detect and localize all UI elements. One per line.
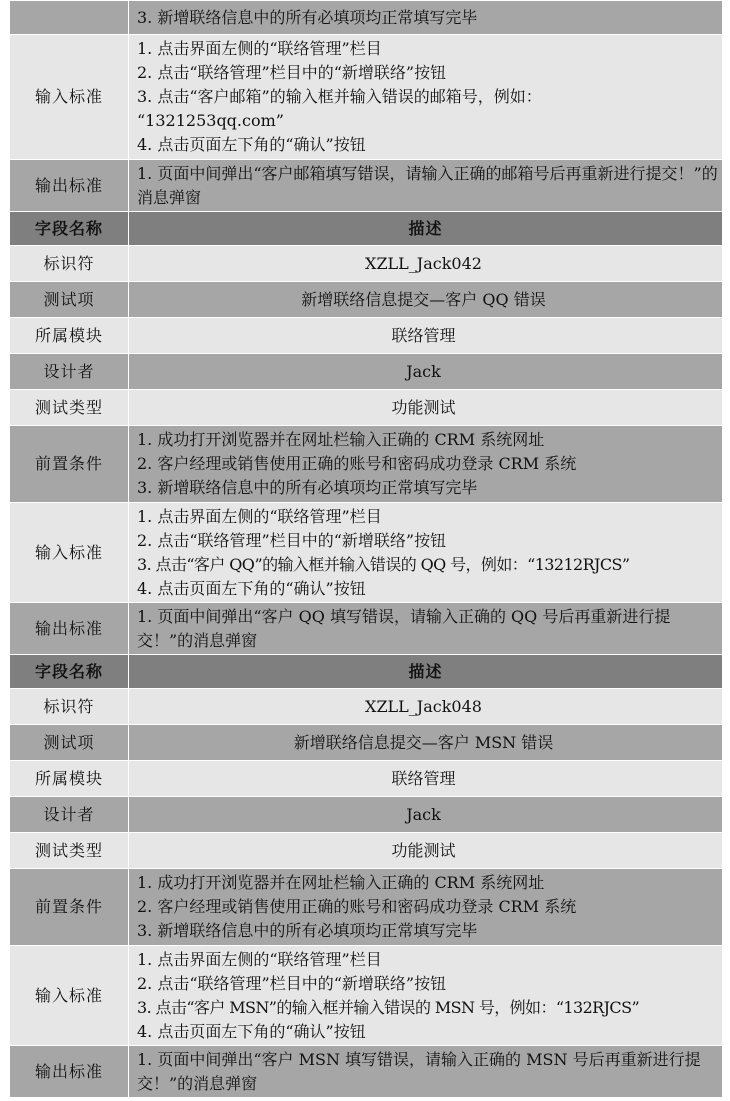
pre-line: 3. 新增联络信息中的所有必填项均正常填写完毕	[137, 921, 478, 940]
pre-label-cont	[10, 1, 129, 35]
input-label: 输入标准	[10, 503, 129, 603]
pre-line: 1. 成功打开浏览器并在网址栏输入正确的 CRM 系统网址	[137, 430, 545, 449]
table-row	[10, 503, 723, 603]
pre-line: 2. 客户经理或销售使用正确的账号和密码成功登录 CRM 系统	[137, 897, 577, 916]
output-text: 1. 页面中间弹出“客户邮箱填写错误，请输入正确的邮箱号后再重新进行提交！”的消息弹窗	[137, 163, 718, 207]
table-row	[10, 725, 723, 761]
module-label: 所属模块	[10, 318, 129, 354]
output-label: 输出标准	[10, 1046, 129, 1098]
header-description: 描述	[129, 212, 723, 246]
table-row	[10, 35, 723, 160]
input-line: 1. 点击界面左侧的“联络管理”栏目	[137, 949, 382, 969]
input-cell	[129, 503, 723, 603]
table-row	[10, 1046, 723, 1098]
table-header-row	[10, 655, 723, 689]
output-text: 1. 页面中间弹出“客户 MSN 填写错误，请输入正确的 MSN 号后再重新进行提交！”的消息弹窗	[137, 1049, 701, 1093]
input-label: 输入标准	[10, 35, 129, 160]
table-row	[10, 426, 723, 503]
item-label: 测试项	[10, 282, 129, 318]
table-row	[10, 160, 723, 212]
table-row	[10, 318, 723, 354]
header-field-name: 字段名称	[10, 655, 129, 689]
output-cell	[129, 603, 723, 655]
input-cell	[129, 35, 723, 160]
item-value: 新增联络信息提交—客户 QQ 错误	[129, 282, 723, 318]
table-row	[10, 946, 723, 1046]
input-line: 3. 点击“客户邮箱”的输入框并输入错误的邮箱号，例如：	[137, 87, 542, 106]
item-label: 测试项	[10, 725, 129, 761]
type-value: 功能测试	[129, 390, 723, 426]
pre-label: 前置条件	[10, 869, 129, 946]
input-line: “1321253qq.com”	[137, 111, 284, 130]
type-label: 测试类型	[10, 833, 129, 869]
pre-line: 3. 新增联络信息中的所有必填项均正常填写完毕	[137, 478, 478, 497]
designer-label: 设计者	[10, 797, 129, 833]
output-cell	[129, 1046, 723, 1098]
table-row	[10, 390, 723, 426]
test-case-table	[9, 0, 723, 1098]
input-line: 4. 点击页面左下角的“确认”按钮	[137, 135, 366, 154]
pre-cell	[129, 426, 723, 503]
table-header-row	[10, 212, 723, 246]
input-line: 2. 点击“联络管理”栏目中的“新增联络”按钮	[137, 530, 447, 550]
table-row	[10, 246, 723, 282]
output-cell	[129, 160, 723, 212]
table-row	[10, 354, 723, 390]
table-row	[10, 833, 723, 869]
table-row	[10, 1, 723, 35]
output-label: 输出标准	[10, 160, 129, 212]
designer-value: Jack	[129, 797, 723, 833]
table-row	[10, 869, 723, 946]
output-label: 输出标准	[10, 603, 129, 655]
input-cell	[129, 946, 723, 1046]
type-value: 功能测试	[129, 833, 723, 869]
pre-line: 3. 新增联络信息中的所有必填项均正常填写完毕	[137, 7, 478, 27]
header-field-name: 字段名称	[10, 212, 129, 246]
table-row	[10, 689, 723, 725]
table-row	[10, 603, 723, 655]
id-label: 标识符	[10, 246, 129, 282]
designer-label: 设计者	[10, 354, 129, 390]
item-value: 新增联络信息提交—客户 MSN 错误	[129, 725, 723, 761]
input-line: 1. 点击界面左侧的“联络管理”栏目	[137, 39, 382, 58]
input-line: 3. 点击“客户 MSN”的输入框并输入错误的 MSN 号，例如：“132RJCS”	[137, 997, 640, 1017]
input-label: 输入标准	[10, 946, 129, 1046]
type-label: 测试类型	[10, 390, 129, 426]
table-row	[10, 761, 723, 797]
input-line: 1. 点击界面左侧的“联络管理”栏目	[137, 506, 382, 526]
id-value: XZLL_Jack048	[129, 689, 723, 725]
input-line: 4. 点击页面左下角的“确认”按钮	[137, 578, 366, 598]
header-description: 描述	[129, 655, 723, 689]
input-line: 2. 点击“联络管理”栏目中的“新增联络”按钮	[137, 63, 447, 82]
input-line: 2. 点击“联络管理”栏目中的“新增联络”按钮	[137, 973, 447, 993]
pre-line: 1. 成功打开浏览器并在网址栏输入正确的 CRM 系统网址	[137, 873, 545, 892]
module-value: 联络管理	[129, 761, 723, 797]
module-value: 联络管理	[129, 318, 723, 354]
input-line: 3. 点击“客户 QQ”的输入框并输入错误的 QQ 号，例如：“13212RJCS”	[137, 554, 630, 574]
pre-label: 前置条件	[10, 426, 129, 503]
pre-tail-cell	[129, 1, 723, 35]
id-label: 标识符	[10, 689, 129, 725]
module-label: 所属模块	[10, 761, 129, 797]
input-line: 4. 点击页面左下角的“确认”按钮	[137, 1021, 366, 1041]
output-text: 1. 页面中间弹出“客户 QQ 填写错误，请输入正确的 QQ 号后再重新进行提交！”的消息弹窗	[137, 606, 671, 650]
pre-line: 2. 客户经理或销售使用正确的账号和密码成功登录 CRM 系统	[137, 454, 577, 473]
id-value: XZLL_Jack042	[129, 246, 723, 282]
table-row	[10, 282, 723, 318]
designer-value: Jack	[129, 354, 723, 390]
pre-cell	[129, 869, 723, 946]
table-row	[10, 797, 723, 833]
